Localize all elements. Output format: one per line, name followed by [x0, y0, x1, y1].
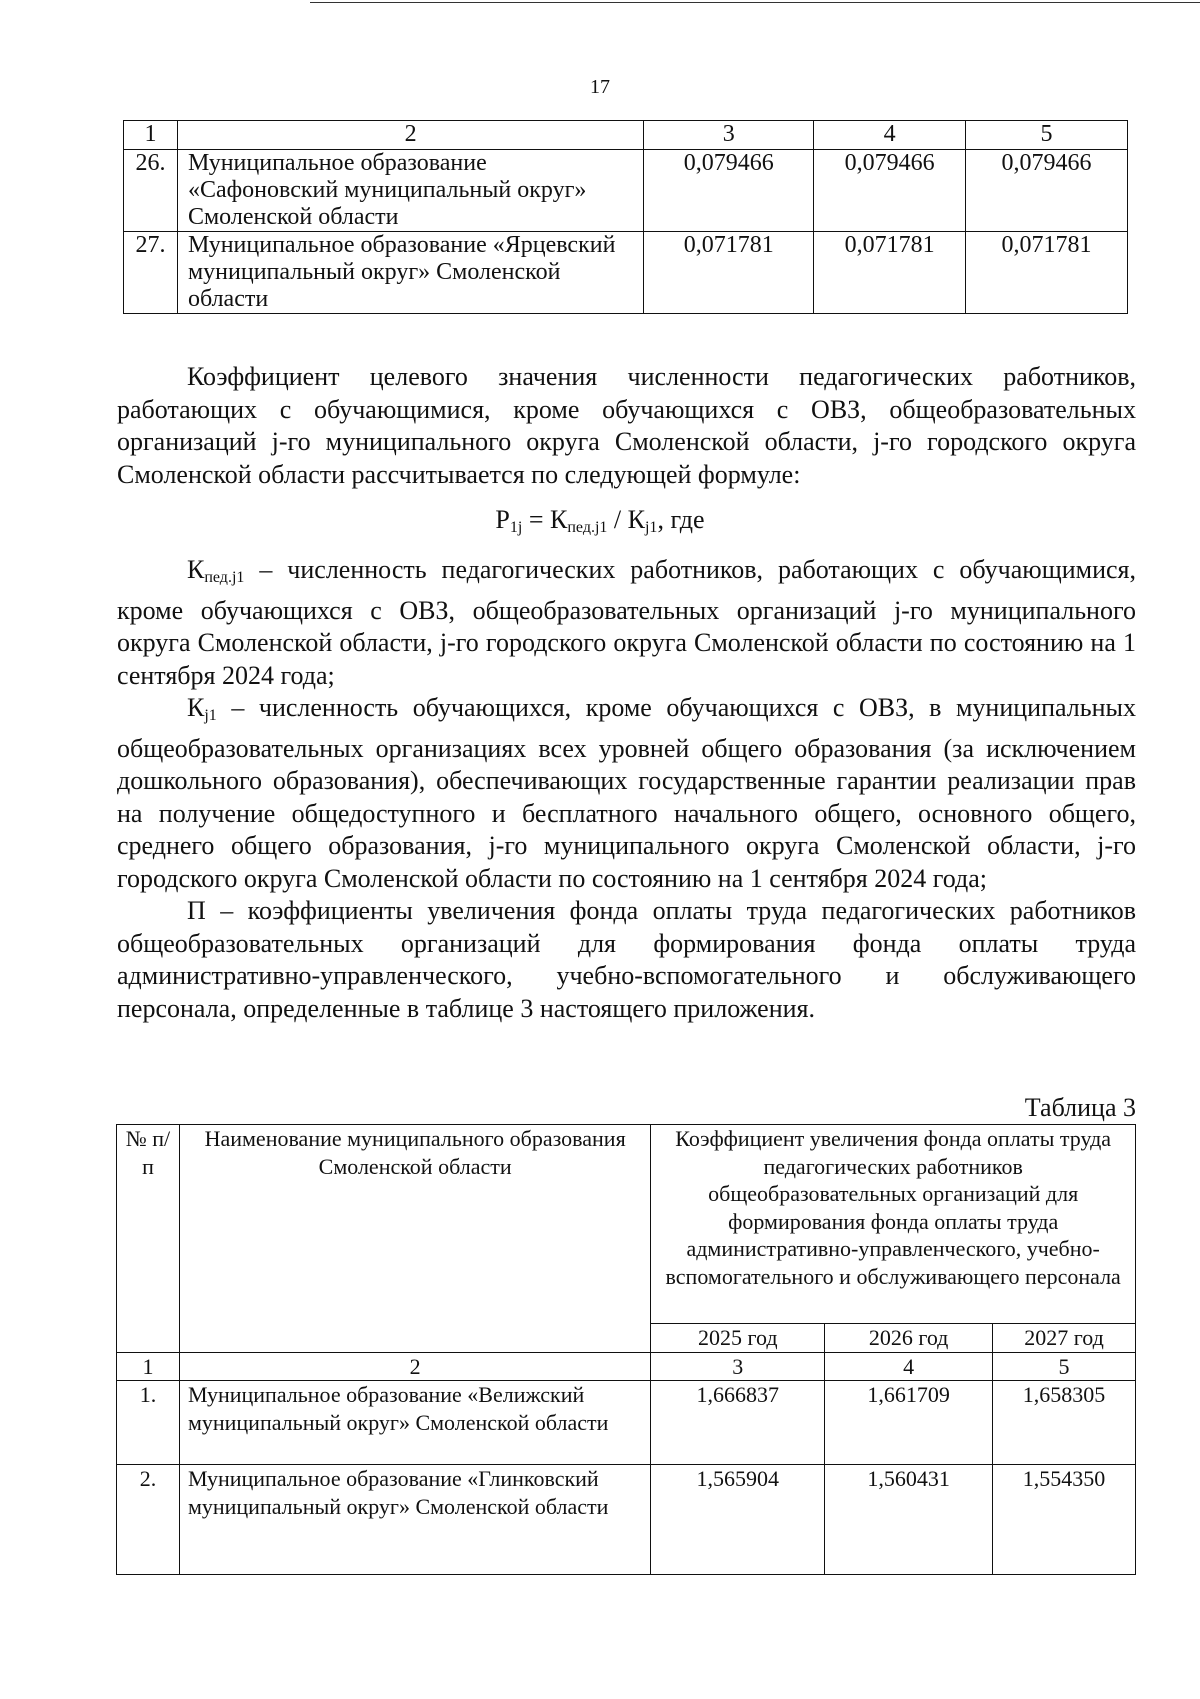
header-year: 2025 год: [651, 1324, 825, 1353]
header-coefficient: Коэффициент увеличения фонда оплаты труда педагогических работников общеобразовательных организаций для формирования фонда оплаты труда административно-управленческого, учебно-вспомогательного и обслуживающего персонала: [651, 1125, 1136, 1324]
col-number: 3: [644, 121, 814, 150]
municipality-name: Муниципальное образование «Сафоновский муниципальный округ» Смоленской области: [177, 150, 643, 232]
col-number: 4: [825, 1352, 993, 1381]
top-rule: [310, 2, 1200, 3]
value-cell: 0,071781: [814, 232, 966, 314]
col-number: 5: [993, 1352, 1136, 1381]
value-cell: 0,071781: [644, 232, 814, 314]
value-cell: 0,079466: [814, 150, 966, 232]
table-row: [124, 121, 1128, 150]
col-number: 1: [117, 1352, 180, 1381]
municipality-name: Муниципальное образование «Велижский муниципальный округ» Смоленской области: [179, 1381, 650, 1465]
value-cell: 1,666837: [651, 1381, 825, 1465]
col-number: 2: [177, 121, 643, 150]
table-caption: Таблица 3: [1024, 1093, 1136, 1122]
definition-k-j1: $К_{j1}$ – численность обучающихся, кроме обучающихся с ОВЗ, в муниципальных общеобразовательных организациях всех уровней общего образования (за исключением дошкольного образования), обеспечивающих государственные гарантии реализации прав на получение общедоступного и бесплатного начального общего, основного общего, среднего общего образования, j-го муниципального округа Смоленской области, j-го городского округа Смоленской области по состоянию на 1 сентября 2024 года;: [117, 693, 1136, 893]
row-number: 26.: [124, 150, 178, 232]
header-year: 2026 год: [825, 1324, 993, 1353]
table-row: [117, 1465, 1136, 1575]
municipality-name: Муниципальное образование «Глинковский муниципальный округ» Смоленской области: [179, 1465, 650, 1575]
page-number: 17: [590, 76, 610, 98]
value-cell: 0,071781: [966, 232, 1128, 314]
table-row: [117, 1381, 1136, 1465]
header-name: Наименование муниципального образования Смоленской области: [179, 1125, 650, 1353]
row-number: 1.: [117, 1381, 180, 1465]
row-number: 2.: [117, 1465, 180, 1575]
col-number: 1: [124, 121, 178, 150]
table-header-row: [117, 1125, 1136, 1324]
table-row: [124, 150, 1128, 232]
value-cell: 0,079466: [644, 150, 814, 232]
definition-p: П – коэффициенты увеличения фонда оплаты труда педагогических работников общеобразовательных организаций для формирования фонда оплаты труда административно-управленческого, учебно-вспомогательного и обслуживающего персонала, определенные в таблице 3 настоящего приложения.: [117, 896, 1136, 1023]
intro-paragraph: [117, 361, 1136, 491]
header-year: 2027 год: [993, 1324, 1136, 1353]
formula: $P_{1j} = К_{пед.j1} / К_{j1}$, где: [495, 505, 705, 536]
value-cell: 1,661709: [825, 1381, 993, 1465]
table-top: [123, 120, 1128, 314]
municipality-name: Муниципальное образование «Ярцевский муниципальный округ» Смоленской области: [177, 232, 643, 314]
table-3: [116, 1124, 1136, 1575]
intro-text: Коэффициент целевого значения численности педагогических работников, работающих с обучающимися, кроме обучающихся с ОВЗ, общеобразовательных организаций j-го муниципального округа Смоленской области, j-го городского округа Смоленской области рассчитывается по следующей формуле:: [117, 362, 1136, 489]
value-cell: 1,554350: [993, 1465, 1136, 1575]
value-cell: 1,658305: [993, 1381, 1136, 1465]
col-number: 5: [966, 121, 1128, 150]
value-cell: 1,560431: [825, 1465, 993, 1575]
definition-k-ped: $К_{пед.j1}$ – численность педагогических работников, работающих с обучающимися, кроме обучающихся с ОВЗ, общеобразовательных организаций j-го муниципального округа Смоленской области, j-го городского округа Смоленской области по состоянию на 1 сентября 2024 года;: [117, 555, 1136, 690]
value-cell: 1,565904: [651, 1465, 825, 1575]
value-cell: 0,079466: [966, 150, 1128, 232]
table-row: [117, 1352, 1136, 1381]
definitions: [117, 554, 1136, 1025]
col-number: 3: [651, 1352, 825, 1381]
header-number: № п/п: [117, 1125, 180, 1353]
col-number: 2: [179, 1352, 650, 1381]
col-number: 4: [814, 121, 966, 150]
row-number: 27.: [124, 232, 178, 314]
table-row: [124, 232, 1128, 314]
